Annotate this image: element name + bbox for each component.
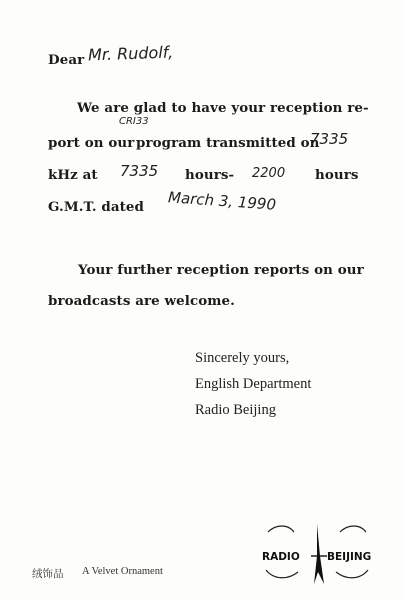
para1-line2-a: port on our xyxy=(48,135,135,151)
english-caption: A Velvet Ornament xyxy=(82,566,163,577)
time-from-handwritten: 7335 xyxy=(120,162,159,180)
handwritten-insert: CRI33 xyxy=(119,116,149,127)
logo-text-beijing: BEIJING xyxy=(327,551,372,563)
frequency-handwritten: 7335 xyxy=(310,130,349,148)
para1-line1: We are glad to have your reception re- xyxy=(77,100,369,116)
date-handwritten: March 3, 1990 xyxy=(167,188,277,214)
logo-swirl-bottom-right xyxy=(336,570,368,578)
logo-text-radio: RADIO xyxy=(262,551,300,563)
signature-department: English Department xyxy=(195,376,312,392)
addressee-handwritten: Mr. Rudolf, xyxy=(87,42,174,65)
para2-line2: broadcasts are welcome. xyxy=(48,293,235,309)
para1-line3-a: kHz at xyxy=(48,167,98,183)
para1-line3-b: hours- xyxy=(185,167,235,183)
para1-line4-a: G.M.T. dated xyxy=(48,199,144,215)
greeting: Dear xyxy=(48,52,85,68)
time-to-handwritten: 2200 xyxy=(252,166,286,181)
signature-station: Radio Beijing xyxy=(195,402,276,418)
logo-swirl-left xyxy=(268,526,294,532)
logo-swirl-bottom-left xyxy=(266,570,298,578)
para1-line2-b: program transmitted on xyxy=(136,135,320,151)
radio-tower-icon xyxy=(314,524,324,584)
chinese-caption: 绒饰品 xyxy=(32,568,64,580)
logo-swirl-right xyxy=(340,526,366,532)
radio-beijing-logo xyxy=(258,522,376,590)
para1-line3-c: hours xyxy=(315,167,359,183)
para2-line1: Your further reception reports on our xyxy=(78,262,364,278)
signature-closing: Sincerely yours, xyxy=(195,350,290,366)
